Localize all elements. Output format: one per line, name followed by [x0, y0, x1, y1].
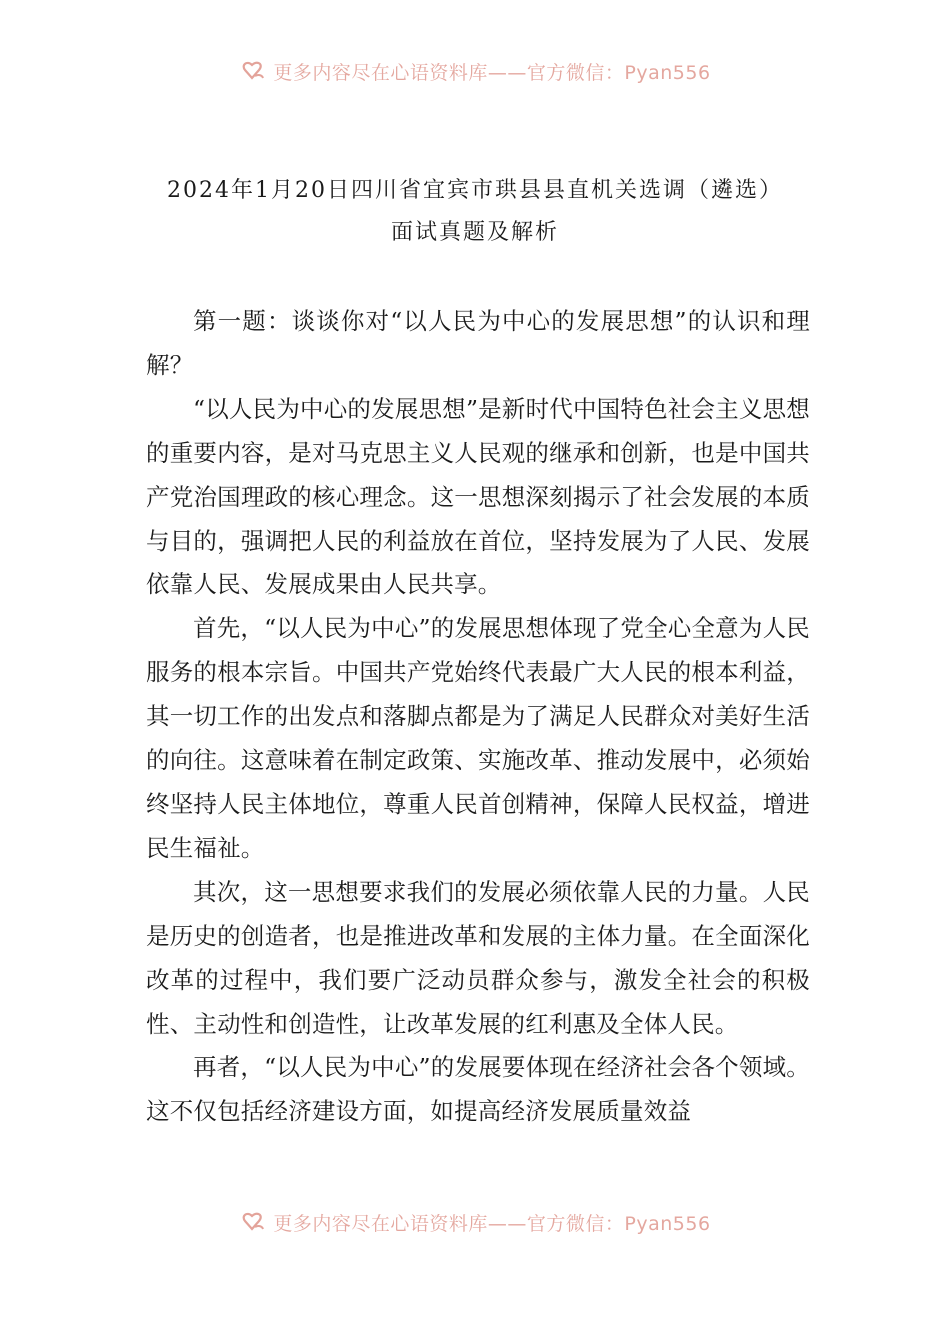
body-paragraph: 其次，这一思想要求我们的发展必须依靠人民的力量。人民是历史的创造者，也是推进改革和发展的主体力量。在全面深化改革的过程中，我们要广泛动员群众参与，激发全社会的积极性、主动性和创造性，让改革发展的红利惠及全体人民。: [146, 877, 810, 1038]
document-title: 2024年1月20日四川省宜宾市珙县县直机关选调（遴选）: [167, 178, 783, 203]
watermark-text: 更多内容尽在心语资料库——官方微信：Pyan556: [273, 1212, 711, 1235]
heart-logo-icon: [239, 58, 269, 84]
watermark-footer: [0, 1205, 950, 1239]
watermark-header: [0, 54, 950, 88]
watermark-text: 更多内容尽在心语资料库——官方微信：Pyan556: [273, 61, 711, 84]
document-subtitle: 面试真题及解析: [390, 220, 559, 245]
body-paragraph: “以人民为中心的发展思想”是新时代中国特色社会主义思想的重要内容，是对马克思主义人民观的继承和创新，也是中国共产党治国理政的核心理念。这一思想深刻揭示了社会发展的本质与目的，强调把人民的利益放在首位，坚持发展为了人民、发展依靠人民、发展成果由人民共享。: [146, 394, 810, 599]
heart-logo-icon: [239, 1209, 269, 1235]
body-paragraph: 首先，“以人民为中心”的发展思想体现了党全心全意为人民服务的根本宗旨。中国共产党始终代表最广大人民的根本利益，其一切工作的出发点和落脚点都是为了满足人民群众对美好生活的向往。这意味着在制定政策、实施改革、推动发展中，必须始终坚持人民主体地位，尊重人民首创精神，保障人民权益，增进民生福祉。: [146, 614, 810, 862]
document-body: [146, 300, 810, 1134]
question-heading: 第一题：谈谈你对“以人民为中心的发展思想”的认识和理解？: [146, 307, 810, 379]
body-paragraph: 再者，“以人民为中心”的发展要体现在经济社会各个领域。这不仅包括经济建设方面，如提高经济发展质量效益: [146, 1053, 810, 1126]
